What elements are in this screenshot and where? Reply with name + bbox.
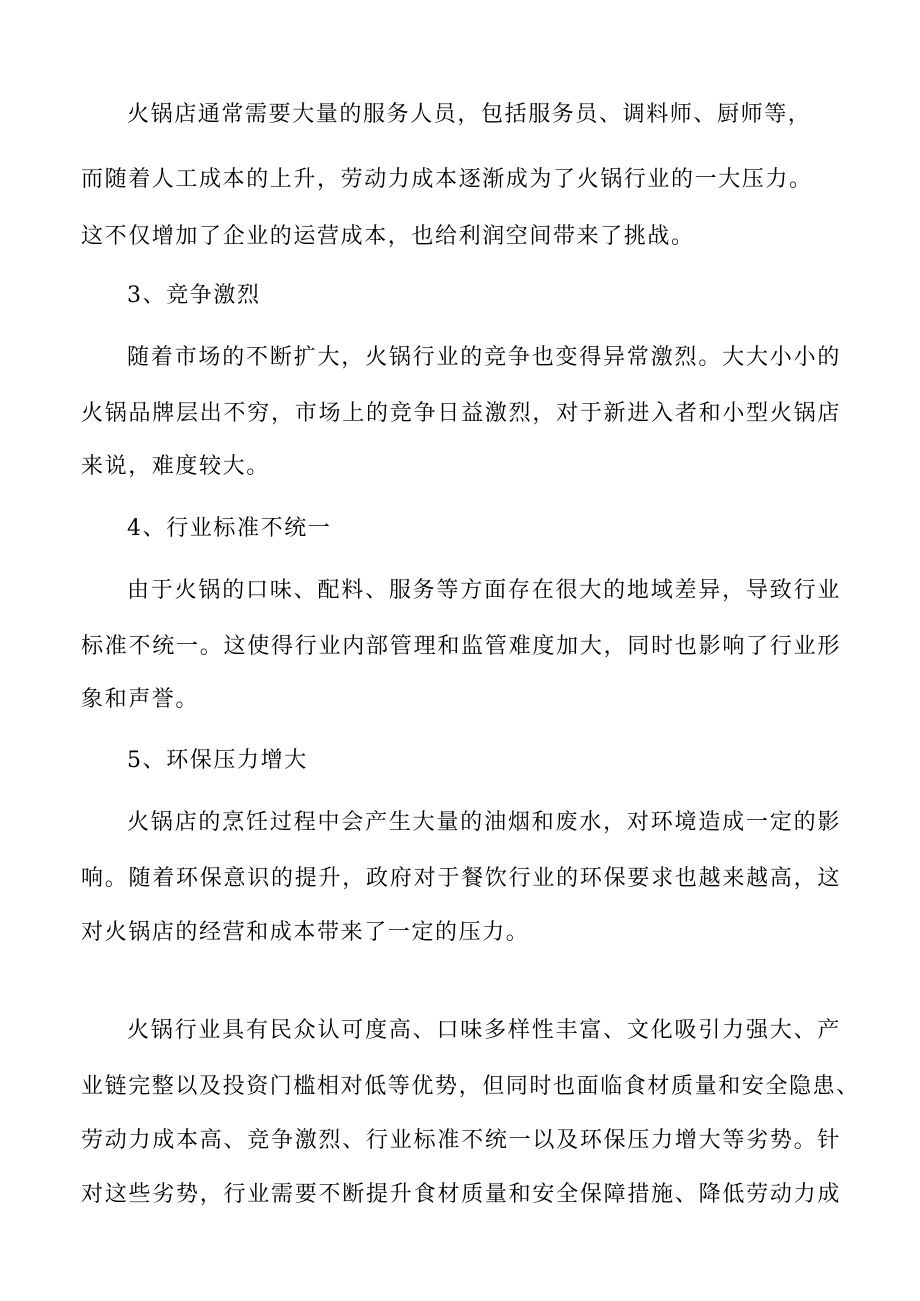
paragraph-line: 由于火锅的口味、配料、服务等方面存在很大的地域差异，导致行业 <box>127 578 841 603</box>
paragraph-line: 火锅行业具有民众认可度高、口味多样性丰富、文化吸引力强大、产 <box>127 1018 841 1043</box>
paragraph-line: 标准不统一。这使得行业内部管理和监管难度加大，同时也影响了行业形 <box>81 634 841 659</box>
section-heading: 5、环保压力增大 <box>127 748 308 773</box>
paragraph-line: 象和声誉。 <box>81 687 200 712</box>
paragraph-line: 对火锅店的经营和成本带来了一定的压力。 <box>81 920 530 945</box>
section-heading: 4、行业标准不统一 <box>127 516 332 541</box>
paragraph-line: 劳动力成本高、竞争激烈、行业标准不统一以及环保压力增大等劣势。针 <box>81 1128 841 1153</box>
paragraph-line: 火锅店的烹饪过程中会产生大量的油烟和废水，对环境造成一定的影 <box>127 810 841 835</box>
paragraph-line: 这不仅增加了企业的运营成本，也给利润空间带来了挑战。 <box>81 224 695 249</box>
paragraph-line: 随着市场的不断扩大，火锅行业的竞争也变得异常激烈。大大小小的 <box>127 345 841 370</box>
paragraph-line: 业链完整以及投资门槛相对低等优势，但同时也面临食材质量和安全隐患、 <box>81 1074 860 1099</box>
paragraph-line: 来说，难度较大。 <box>81 454 270 479</box>
paragraph-line: 响。随着环保意识的提升，政府对于餐饮行业的环保要求也越来越高，这 <box>81 866 841 891</box>
paragraph-line: 火锅店通常需要大量的服务人员，包括服务员、调料师、厨师等， <box>127 102 812 127</box>
section-heading: 3、竞争激烈 <box>127 283 261 308</box>
paragraph-line: 对这些劣势，行业需要不断提升食材质量和安全保障措施、降低劳动力成 <box>81 1182 841 1207</box>
paragraph-line: 而随着人工成本的上升，劳动力成本逐渐成为了火锅行业的一大压力。 <box>81 167 813 192</box>
paragraph-line: 火锅品牌层出不穷，市场上的竞争日益激烈，对于新进入者和小型火锅店 <box>81 401 841 426</box>
